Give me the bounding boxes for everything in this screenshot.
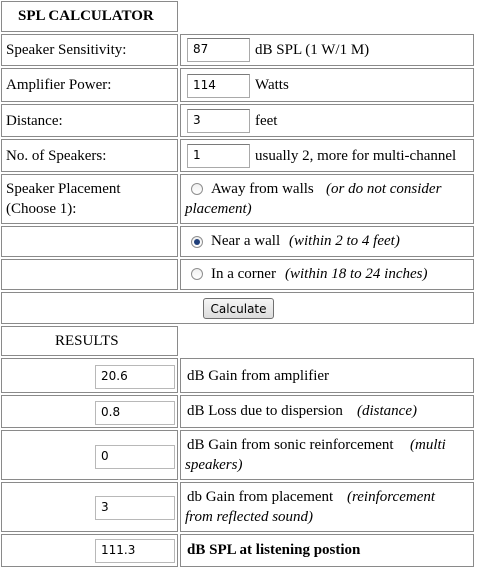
sensitivity-label-cell [1, 34, 178, 66]
result-sonic-gain-field[interactable]: 0 [95, 445, 175, 469]
result-total-label: dB SPL at listening postion [187, 542, 361, 558]
option-corner-label: In a corner [211, 266, 276, 282]
result-sonic-value-cell [1, 430, 178, 480]
option-wall-note: (within 2 to 4 feet) [289, 233, 400, 249]
option-away-note-line2: placement) [185, 201, 252, 217]
result-total-value-cell [1, 534, 178, 567]
title-cell [1, 1, 178, 32]
calculate-row [1, 292, 474, 324]
speakers-label: No. of Speakers: [6, 148, 107, 164]
option-wall-label: Near a wall [211, 233, 281, 249]
radio-in-a-corner[interactable] [191, 268, 203, 280]
power-unit: Watts [255, 77, 289, 93]
result-sonic-label-cell [180, 430, 474, 480]
result-dispersion-loss-field[interactable]: 0.8 [95, 401, 175, 425]
result-placement-value-cell [1, 482, 178, 532]
placement-option-wall-cell [180, 226, 474, 257]
sensitivity-input[interactable]: 87 [187, 38, 250, 62]
speakers-input[interactable]: 1 [187, 144, 250, 168]
power-input-cell [180, 68, 474, 102]
result-sonic-note-line2: speakers) [185, 457, 243, 473]
sensitivity-unit: dB SPL (1 W/1 M) [255, 42, 370, 58]
radio-near-a-wall[interactable] [191, 236, 203, 248]
result-dispersion-label: dB Loss due to dispersion [187, 403, 343, 419]
sensitivity-input-cell [180, 34, 474, 66]
radio-away-from-walls[interactable] [191, 183, 203, 195]
placement-empty-cell-1 [1, 226, 178, 257]
results-heading-cell [1, 326, 178, 356]
result-amp-value-cell [1, 358, 178, 393]
result-placement-note: (reinforcement [347, 489, 436, 505]
placement-empty-cell-2 [1, 259, 178, 290]
speakers-label-cell [1, 139, 178, 172]
option-corner-note: (within 18 to 24 inches) [285, 266, 428, 282]
result-total-label-cell [180, 534, 474, 567]
result-amp-label-cell [180, 358, 474, 393]
distance-input[interactable]: 3 [187, 109, 250, 133]
option-away-label: Away from walls [211, 181, 314, 197]
sensitivity-label: Speaker Sensitivity: [6, 42, 127, 58]
placement-label-line2: (Choose 1): [6, 201, 77, 217]
distance-unit: feet [255, 113, 278, 129]
speakers-unit: usually 2, more for multi-channel [255, 148, 457, 164]
results-heading: RESULTS [55, 333, 119, 349]
result-dispersion-label-cell [180, 395, 474, 428]
distance-label: Distance: [6, 113, 63, 129]
distance-input-cell [180, 104, 474, 137]
placement-option-away-cell [180, 174, 474, 224]
placement-label-line1: Speaker Placement [6, 181, 121, 197]
result-placement-gain-field[interactable]: 3 [95, 496, 175, 520]
power-label: Amplifier Power: [6, 77, 112, 93]
speakers-input-cell [180, 139, 474, 172]
calculate-button[interactable]: Calculate [203, 298, 274, 319]
result-sonic-label: dB Gain from sonic reinforcement [187, 437, 394, 453]
result-amp-gain-field[interactable]: 20.6 [95, 365, 175, 389]
result-placement-label-cell [180, 482, 474, 532]
result-placement-note-line2: from reflected sound) [185, 509, 314, 525]
placement-label-cell [1, 174, 178, 224]
result-amp-label: dB Gain from amplifier [187, 368, 330, 384]
power-label-cell [1, 68, 178, 102]
page-title: SPL CALCULATOR [18, 8, 154, 24]
result-dispersion-value-cell [1, 395, 178, 428]
result-total-spl-field[interactable]: 111.3 [95, 539, 175, 563]
result-dispersion-note: (distance) [357, 403, 417, 419]
placement-option-corner-cell [180, 259, 474, 290]
result-sonic-note: (multi [410, 437, 446, 453]
power-input[interactable]: 114 [187, 74, 250, 98]
distance-label-cell [1, 104, 178, 137]
option-away-note: (or do not consider [326, 181, 442, 197]
result-placement-label: db Gain from placement [187, 489, 334, 505]
